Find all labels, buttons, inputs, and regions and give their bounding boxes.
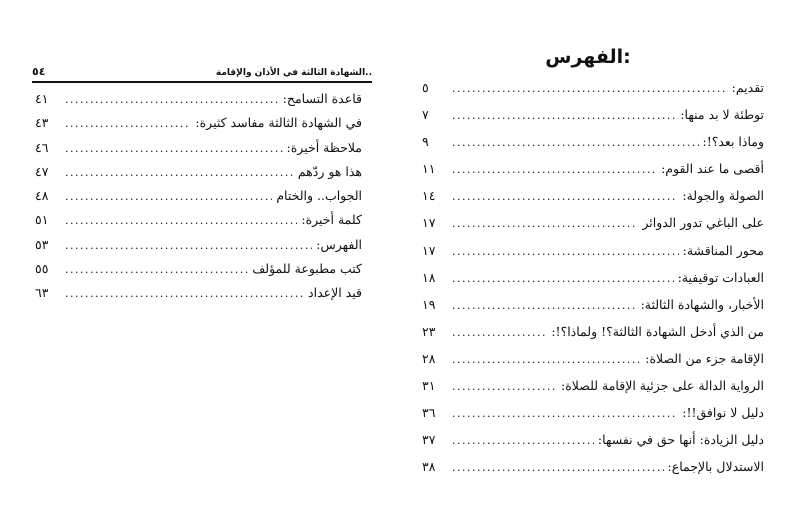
entry-title: الإقامة جزء من الصلاة:: [645, 350, 764, 366]
entry-page-number: ٣٦: [422, 405, 436, 421]
entry-page-number: ٣٨: [422, 459, 436, 475]
toc-entry: [35, 281, 362, 305]
dot-leader: [452, 454, 664, 481]
entry-page-number: ٥: [422, 80, 429, 95]
entry-title: ملاحظة أخيرة:: [286, 139, 362, 155]
dot-leader: [452, 183, 678, 210]
entry-title: كتب مطبوعة للمؤلف: [252, 261, 362, 277]
dot-leader: [452, 129, 699, 156]
entry-page-number: ٣٧: [422, 432, 436, 448]
entry-page-number: ١٩: [422, 296, 436, 312]
entry-title: قيد الإعداد: [308, 285, 362, 301]
entry-page-number: ٩: [422, 134, 429, 150]
entry-page-number: ٣١: [422, 378, 436, 394]
toc-entry: [422, 101, 764, 128]
entry-title: الصولة والجولة:: [682, 188, 764, 204]
toc-entry: [35, 111, 362, 135]
toc-entry: [422, 128, 764, 155]
entry-title: دليل الزيادة: أنها حق في نفسها:: [597, 432, 764, 448]
entry-page-number: ٥٣: [35, 236, 49, 252]
toc-entry: [422, 318, 764, 345]
dot-leader: [452, 102, 676, 129]
dot-leader: [65, 282, 304, 306]
dot-leader: [452, 319, 547, 346]
dot-leader: [65, 185, 272, 209]
left-page: [32, 56, 372, 306]
entry-page-number: ٤١: [35, 91, 49, 106]
entry-page-number: ١٧: [422, 242, 436, 258]
entry-title: وماذا بعد؟!:: [702, 134, 764, 150]
toc-entry: [422, 345, 764, 372]
entry-page-number: ٤٦: [35, 139, 49, 155]
toc-entry: [35, 208, 362, 232]
toc-entry: [35, 136, 362, 160]
entry-title: أقصى ما عند القوم:: [661, 161, 764, 177]
dot-leader: [452, 210, 638, 237]
toc-entry: [422, 453, 764, 480]
toc-entry: [35, 184, 362, 208]
dot-leader: [65, 112, 191, 136]
entry-title: العبادات توقيفية:: [677, 269, 764, 285]
dot-leader: [65, 234, 312, 258]
toc-entry: [422, 155, 764, 182]
toc-entry: [422, 399, 764, 426]
toc-entry: [422, 209, 764, 236]
entry-page-number: ١٨: [422, 269, 436, 285]
toc-entry: [422, 291, 764, 318]
entry-title: الأخبار، والشهادة الثالثة:: [640, 296, 764, 312]
entry-page-number: ٧: [422, 107, 429, 123]
dot-leader: [65, 161, 294, 185]
toc-entry: [422, 264, 764, 291]
entry-title: في الشهادة الثالثة مفاسد كثيرة:: [195, 115, 362, 131]
entry-page-number: ٦٣: [35, 285, 49, 301]
entry-title: الاستدلال بالإجماع:: [667, 459, 764, 475]
entry-page-number: ٢٣: [422, 323, 436, 339]
dot-leader: [452, 346, 641, 373]
entry-title: محور المناقشة:: [682, 242, 764, 258]
dot-leader: [452, 427, 594, 454]
dot-leader: [65, 137, 283, 161]
dot-leader: [65, 209, 297, 233]
entry-title: من الذي أدخل الشهادة الثالثة؟! ولماذا؟!:: [551, 323, 764, 339]
entry-page-number: ٤٨: [35, 188, 49, 204]
toc-heading: الفهرس:: [545, 46, 631, 68]
entry-title: على الباغي تدور الدوائر: [642, 215, 764, 231]
page-number: ٥٤: [32, 65, 46, 78]
dot-leader: [452, 373, 557, 400]
entry-title: تقديم:: [731, 80, 764, 95]
toc-entry: [422, 372, 764, 399]
dot-leader: [452, 292, 637, 319]
entry-title: الرواية الدالة على جزئية الإقامة للصلاة:: [561, 378, 764, 394]
entry-title: توطئة لا بد منها:: [680, 107, 764, 123]
dot-leader: [65, 88, 279, 112]
toc-entry: [422, 237, 764, 264]
dot-leader: [452, 265, 674, 292]
entry-title: الجواب.. والختام: [276, 188, 362, 204]
entry-page-number: ٥٥: [35, 261, 49, 277]
toc-entry: [35, 233, 362, 257]
entry-page-number: ٥١: [35, 212, 49, 228]
entry-title: دليل لا نوافق!!:: [682, 405, 764, 421]
entry-page-number: ١٤: [422, 188, 436, 204]
entry-title: الفهرس:: [316, 236, 362, 252]
running-header-title: الشهادة الثالثة في الأذان والإقامة..: [215, 68, 372, 78]
toc-entry: [422, 74, 764, 101]
entry-page-number: ٤٧: [35, 163, 49, 179]
dot-leader: [452, 400, 678, 427]
dot-leader: [452, 75, 728, 102]
entry-page-number: ٤٣: [35, 115, 49, 131]
entry-page-number: ١٧: [422, 215, 436, 231]
dot-leader: [452, 238, 679, 265]
toc-entry: [422, 182, 764, 209]
entry-title: كلمة أخيرة:: [301, 212, 362, 228]
entry-page-number: ٢٨: [422, 350, 436, 366]
toc-entry: [35, 87, 362, 111]
entry-title: قاعدة التسامح:: [282, 91, 362, 106]
toc-list: [422, 74, 764, 480]
dot-leader: [65, 258, 248, 282]
dot-leader: [452, 156, 657, 183]
toc-entry: [35, 257, 362, 281]
entry-title: هذا هو ردّهم: [297, 163, 362, 179]
toc-list: [32, 83, 372, 306]
toc-entry: [35, 160, 362, 184]
running-header: [32, 56, 372, 78]
right-page: [422, 40, 764, 480]
entry-page-number: ١١: [422, 161, 436, 177]
toc-entry: [422, 426, 764, 453]
